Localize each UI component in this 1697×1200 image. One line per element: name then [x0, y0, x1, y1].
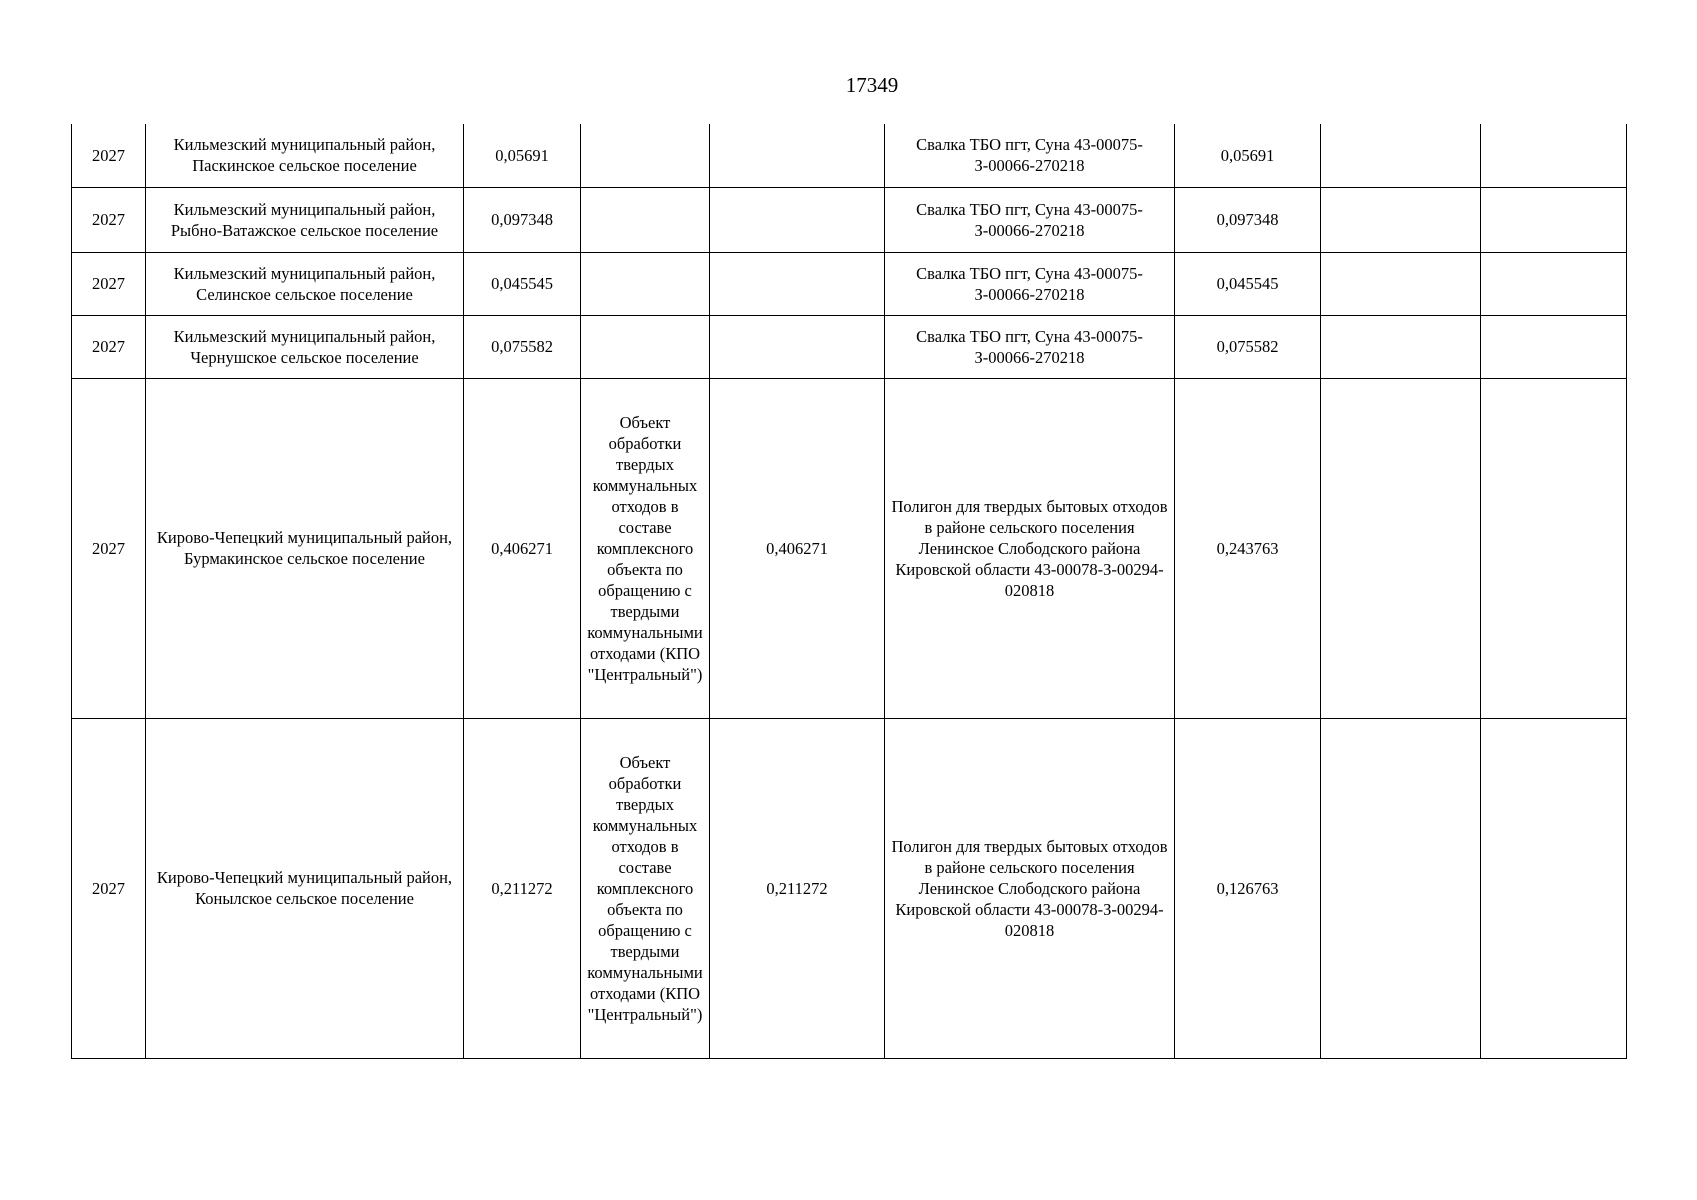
year-cell: 2027	[72, 315, 146, 378]
processing-object-cell	[581, 124, 710, 187]
destination-cell: Свалка ТБО пгт, Суна 43-00075-З-00066-270218	[885, 124, 1175, 187]
extra-cell-1	[1321, 187, 1481, 252]
extra-cell-2	[1481, 252, 1627, 315]
processing-volume-cell	[710, 187, 885, 252]
processing-volume-cell: 0,211272	[710, 718, 885, 1058]
year-cell: 2027	[72, 252, 146, 315]
processing-volume-cell	[710, 124, 885, 187]
destination-cell: Свалка ТБО пгт, Суна 43-00075-З-00066-270218	[885, 187, 1175, 252]
table-row	[72, 124, 1627, 187]
waste-flow-table	[71, 124, 1627, 1059]
destination-volume-cell: 0,045545	[1175, 252, 1321, 315]
volume-cell: 0,211272	[464, 718, 581, 1058]
destination-volume-cell: 0,126763	[1175, 718, 1321, 1058]
volume-cell: 0,045545	[464, 252, 581, 315]
page-number: 17349	[845, 73, 899, 97]
destination-cell: Свалка ТБО пгт, Суна 43-00075-З-00066-270218	[885, 315, 1175, 378]
area-cell: Кирово-Чепецкий муниципальный район, Конылское сельское поселение	[146, 718, 464, 1058]
destination-volume-cell: 0,05691	[1175, 124, 1321, 187]
table-row	[72, 378, 1627, 718]
processing-object-cell	[581, 252, 710, 315]
processing-object-cell: Объект обработки твердых коммунальных отходов в составе комплексного объекта по обращению с твердыми коммунальными отходами (КПО "Центральный")	[581, 378, 710, 718]
extra-cell-2	[1481, 315, 1627, 378]
processing-object-cell	[581, 315, 710, 378]
area-cell: Кильмезский муниципальный район, Паскинское сельское поселение	[146, 124, 464, 187]
area-cell: Кильмезский муниципальный район, Чернушское сельское поселение	[146, 315, 464, 378]
area-cell: Кирово-Чепецкий муниципальный район, Бурмакинское сельское поселение	[146, 378, 464, 718]
processing-volume-cell: 0,406271	[710, 378, 885, 718]
extra-cell-1	[1321, 315, 1481, 378]
extra-cell-2	[1481, 124, 1627, 187]
destination-cell: Полигон для твердых бытовых отходов в районе сельского поселения Ленинское Слободского района Кировской области 43-00078-З-00294-020818	[885, 378, 1175, 718]
year-cell: 2027	[72, 378, 146, 718]
extra-cell-2	[1481, 187, 1627, 252]
year-cell: 2027	[72, 718, 146, 1058]
processing-volume-cell	[710, 252, 885, 315]
extra-cell-1	[1321, 124, 1481, 187]
extra-cell-1	[1321, 252, 1481, 315]
area-cell: Кильмезский муниципальный район, Рыбно-Ватажское сельское поселение	[146, 187, 464, 252]
extra-cell-1	[1321, 718, 1481, 1058]
extra-cell-2	[1481, 718, 1627, 1058]
destination-volume-cell: 0,243763	[1175, 378, 1321, 718]
destination-volume-cell: 0,075582	[1175, 315, 1321, 378]
area-cell: Кильмезский муниципальный район, Селинское сельское поселение	[146, 252, 464, 315]
extra-cell-1	[1321, 378, 1481, 718]
table-row	[72, 315, 1627, 378]
table-row	[72, 252, 1627, 315]
extra-cell-2	[1481, 378, 1627, 718]
table-row	[72, 718, 1627, 1058]
processing-volume-cell	[710, 315, 885, 378]
destination-cell: Свалка ТБО пгт, Суна 43-00075-З-00066-270218	[885, 252, 1175, 315]
processing-object-cell: Объект обработки твердых коммунальных отходов в составе комплексного объекта по обращению с твердыми коммунальными отходами (КПО "Центральный")	[581, 718, 710, 1058]
volume-cell: 0,05691	[464, 124, 581, 187]
year-cell: 2027	[72, 187, 146, 252]
year-cell: 2027	[72, 124, 146, 187]
volume-cell: 0,097348	[464, 187, 581, 252]
volume-cell: 0,406271	[464, 378, 581, 718]
processing-object-cell	[581, 187, 710, 252]
volume-cell: 0,075582	[464, 315, 581, 378]
destination-volume-cell: 0,097348	[1175, 187, 1321, 252]
table-row	[72, 187, 1627, 252]
destination-cell: Полигон для твердых бытовых отходов в районе сельского поселения Ленинское Слободского района Кировской области 43-00078-З-00294-020818	[885, 718, 1175, 1058]
